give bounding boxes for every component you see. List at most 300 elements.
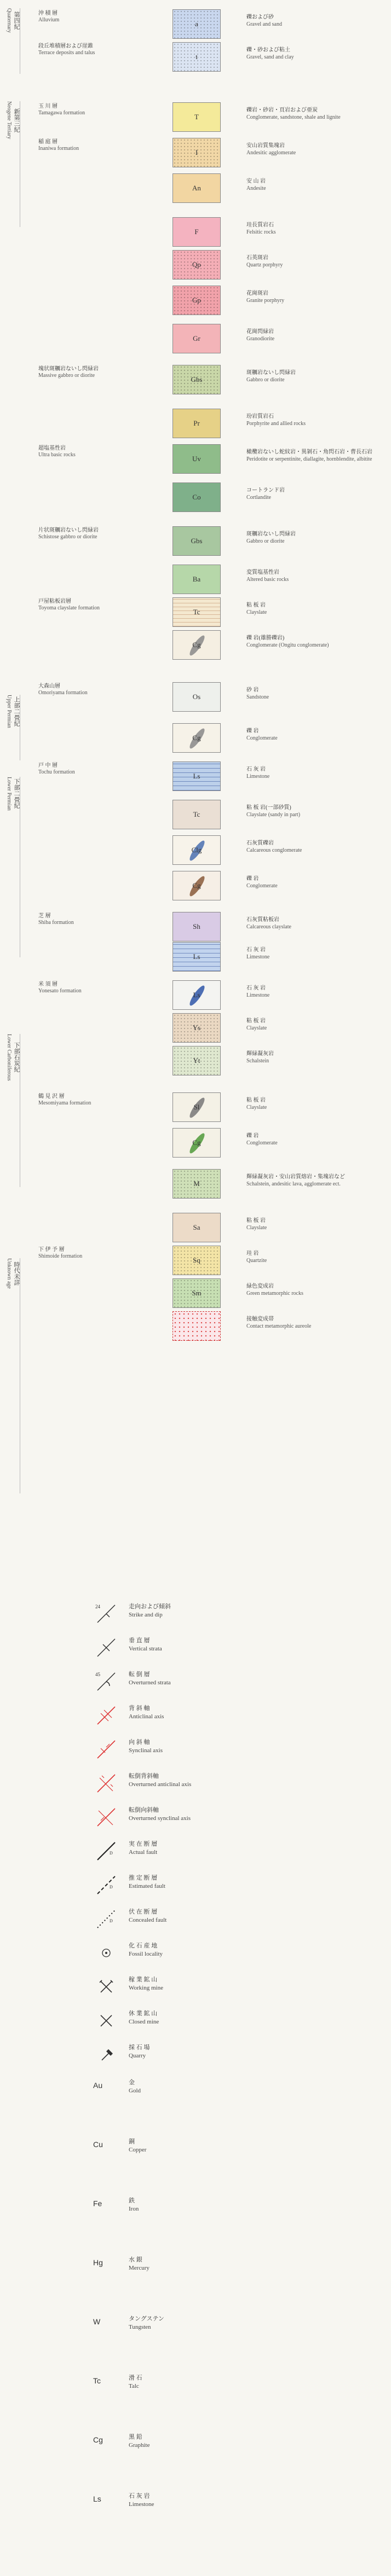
symbol-label-jp: 推 定 断 層	[129, 1875, 158, 1881]
unit-description-jp: 石灰質粘板岩	[246, 917, 279, 923]
formation-name-en: Toyoma clayslate formation	[38, 605, 100, 611]
formation-name-jp: 超塩基性岩	[38, 445, 66, 451]
closed-mine-icon	[93, 2008, 119, 2034]
legend-symbol-row	[82, 1869, 356, 1902]
unit-code: M	[193, 1179, 200, 1188]
legend-unit-row	[22, 1310, 383, 1342]
legend-unit-row	[22, 563, 383, 595]
unit-code: Tc	[193, 810, 200, 818]
unit-description-en: Porphyrite and allied rocks	[246, 421, 306, 427]
unit-color-swatch	[173, 102, 221, 132]
symbol-label	[129, 1874, 165, 1891]
unit-color-swatch	[173, 682, 221, 712]
unit-description-jp: 粘 板 岩(一部砂質)	[246, 805, 291, 811]
legend-symbol-row	[82, 1801, 356, 1834]
unit-description	[246, 635, 383, 649]
symbol-label	[129, 1637, 162, 1653]
formation-name-en: Omoriyama formation	[38, 690, 88, 696]
unit-color-swatch	[173, 1128, 221, 1158]
unit-code: Clg	[191, 846, 202, 854]
unit-description-jp: 珪 岩	[246, 1251, 259, 1257]
symbol-label	[129, 1942, 163, 1958]
legend-symbol-row	[82, 1733, 356, 1766]
symbol-label	[129, 1806, 191, 1823]
formation-name-en: Tochu formation	[38, 769, 75, 775]
legend-unit-row	[22, 1245, 383, 1276]
unit-color-swatch	[173, 1013, 221, 1043]
symbol-label-jp: 向 斜 軸	[129, 1739, 150, 1746]
unit-description-en: Andesite	[246, 185, 266, 191]
symbol-label	[129, 1671, 171, 1687]
unit-color-swatch	[173, 482, 221, 512]
era-label-jp: 時代未詳	[13, 1261, 20, 1286]
formation-name-en: Inaniwa formation	[38, 146, 79, 152]
symbol-label	[129, 1908, 166, 1924]
element-symbol: Ls	[93, 2494, 101, 2503]
unit-color-swatch	[173, 630, 221, 660]
unit-description	[246, 1316, 383, 1330]
svg-text:D: D	[110, 1885, 113, 1889]
unit-code: Uv	[192, 455, 201, 463]
legend-unit-row	[22, 8, 383, 40]
unit-description-en: Felsitic rocks	[246, 229, 276, 235]
unit-description	[246, 602, 383, 616]
element-symbol: Cg	[93, 2435, 103, 2444]
unit-description-jp: 輝緑凝灰岩・安山岩質熔岩・集塊岩など	[246, 1174, 345, 1180]
legend-unit-row	[22, 1212, 383, 1243]
legend-element-row	[82, 2310, 356, 2342]
legend-unit-row	[22, 364, 383, 396]
unit-color-swatch	[173, 138, 221, 167]
formation-name	[38, 10, 148, 24]
unit-color-swatch	[173, 9, 221, 39]
unit-description-jp: 橄欖岩ないし蛇紋岩・異剝石・角閃石岩・曹長石岩	[246, 449, 372, 455]
unit-description-en: Limestone	[246, 774, 270, 780]
formation-name-jp: 芝 層	[38, 913, 51, 919]
legend-unit-row	[22, 870, 383, 902]
unit-description-jp: 石 灰 岩	[246, 947, 266, 953]
unit-color-swatch	[173, 1046, 221, 1075]
symbol-label-jp: 走向および傾斜	[129, 1603, 171, 1610]
unit-description-en: Conglomerate	[246, 883, 278, 889]
era-label-en: Lower Carboniferous	[6, 1034, 12, 1081]
era-label-jp: 下部二畳紀	[13, 778, 20, 809]
unit-description-jp: 玢岩質岩石	[246, 414, 274, 420]
unit-code: Qp	[192, 260, 201, 269]
unit-description-jp: 石英斑岩	[246, 255, 268, 261]
legend-element-row	[82, 2191, 356, 2224]
symbol-label	[129, 1705, 164, 1721]
formation-name	[38, 913, 148, 926]
unit-description-jp: 珪長質岩石	[246, 222, 274, 228]
legend-symbol-row	[82, 1631, 356, 1664]
unit-color-swatch	[173, 324, 221, 353]
element-symbol: Cu	[93, 2140, 103, 2149]
unit-description-en: Gravel, sand and clay	[246, 54, 294, 60]
unit-description-en: Sandstone	[246, 694, 269, 700]
legend-unit-row	[22, 722, 383, 754]
legend-symbol-row	[82, 1903, 356, 1935]
element-label-en: Iron	[129, 2206, 139, 2212]
unit-color-swatch	[173, 980, 221, 1010]
svg-text:D: D	[110, 1851, 113, 1856]
formation-name-jp: 塊状斑糲岩ないし閃緑岩	[38, 366, 99, 372]
unit-code: T	[194, 113, 199, 121]
legend-unit-row	[22, 911, 383, 943]
legend-unit-row	[22, 408, 383, 439]
element-label	[129, 2256, 150, 2272]
unit-description-jp: 礫 岩	[246, 1133, 259, 1139]
unit-description	[246, 369, 383, 383]
unit-code: F	[194, 228, 199, 236]
element-label	[129, 2138, 146, 2154]
legend-unit-row	[22, 249, 383, 281]
unit-description-jp: 安山岩質集塊岩	[246, 143, 285, 149]
symbol-label-en: Actual fault	[129, 1849, 158, 1856]
unit-description	[246, 1283, 383, 1297]
element-label-en: Gold	[129, 2087, 141, 2094]
legend-symbol-row	[82, 1767, 356, 1800]
symbol-label-jp: 垂 直 層	[129, 1637, 150, 1644]
legend-symbol-row	[82, 2038, 356, 2071]
formation-name	[38, 527, 148, 540]
unit-description-jp: 礫 岩(雄勝礫岩)	[246, 635, 285, 641]
unit-description	[246, 1217, 383, 1231]
element-label	[129, 2315, 164, 2331]
formation-name-jp: 鶴 見 沢 層	[38, 1094, 65, 1100]
legend-element-row	[82, 2369, 356, 2401]
element-label-en: Graphite	[129, 2442, 150, 2449]
unit-description-en: Clayslate	[246, 609, 267, 615]
unit-description-jp: 粘 板 岩	[246, 602, 266, 608]
element-label	[129, 2374, 142, 2391]
formation-name-en: Mesomiyama formation	[38, 1100, 91, 1106]
quarry-icon	[93, 2042, 119, 2068]
element-label-jp: 石 灰 岩	[129, 2493, 150, 2499]
unit-description-en: Conglomerate (Ongitu conglomerate)	[246, 642, 329, 648]
legend-unit-row	[22, 760, 383, 792]
unit-description-jp: 礫 岩	[246, 728, 259, 734]
unit-code: Gbs	[191, 375, 203, 383]
formation-name	[38, 763, 148, 776]
legend-unit-row	[22, 137, 383, 168]
symbol-label-en: Overturned anticlinal axis	[129, 1781, 192, 1788]
unit-description-en: Gabbro or diorite	[246, 538, 285, 544]
element-label-jp: 水 銀	[129, 2257, 142, 2263]
unit-description-en: Clayslate	[246, 1025, 267, 1031]
unit-description-jp: 石 灰 岩	[246, 985, 266, 991]
unit-description	[246, 142, 383, 156]
legend-element-row	[82, 2487, 356, 2520]
symbol-label-en: Synclinal axis	[129, 1747, 163, 1754]
legend-symbol-row	[82, 1699, 356, 1732]
unit-color-swatch	[173, 597, 221, 627]
unit-description-jp: 礫岩・砂岩・頁岩および亜炭	[246, 107, 318, 113]
unit-description-jp: 礫・砂および粘土	[246, 47, 290, 53]
legend-symbol-row	[82, 1937, 356, 1969]
element-label	[129, 2079, 141, 2095]
unit-description-jp: 安 山 岩	[246, 178, 266, 184]
fossil-locality-icon	[93, 1940, 119, 1966]
element-label	[129, 2433, 150, 2450]
era-label-jp: 新第三紀	[13, 108, 20, 132]
legend-symbol-row	[82, 1970, 356, 2003]
legend-element-row	[82, 2073, 356, 2106]
symbol-label	[129, 2010, 159, 2026]
unit-color-swatch	[173, 286, 221, 315]
legend-element-row	[82, 2428, 356, 2461]
unit-color-swatch	[173, 871, 221, 900]
unit-description	[246, 946, 383, 961]
concealed-fault-icon	[93, 1906, 119, 1932]
legend-unit-row	[22, 629, 383, 661]
unit-description-jp: 花崗斑岩	[246, 290, 268, 296]
actual-fault-icon	[93, 1838, 119, 1864]
formation-name	[38, 103, 148, 117]
unit-description-jp: 粘 板 岩	[246, 1097, 266, 1103]
strike-dip-icon	[93, 1601, 119, 1627]
unit-color-swatch	[173, 250, 221, 280]
formation-name-en: Alluvium	[38, 17, 60, 23]
era-label-en: Quaternary	[6, 8, 12, 33]
symbol-label-en: Estimated fault	[129, 1883, 165, 1889]
formation-name-jp: 沖 積 層	[38, 10, 58, 16]
unit-code: Gp	[192, 296, 201, 304]
legend-unit-row	[22, 1012, 383, 1044]
element-label	[129, 2492, 154, 2509]
unit-color-swatch	[173, 1246, 221, 1275]
unit-description-jp: 接触変成帯	[246, 1316, 274, 1322]
unit-code: Cg	[192, 641, 201, 649]
unit-description-en: Calcareous clayslate	[246, 924, 291, 930]
unit-description-en: Contact metamorphic aureole	[246, 1323, 312, 1329]
unit-code: Sq	[193, 1256, 200, 1264]
formation-name-en: Schistose gabbro or diorite	[38, 534, 97, 540]
unit-description	[246, 804, 383, 818]
overturned-anticlinal-axis-icon	[93, 1770, 119, 1796]
unit-description-en: Calcareous conglomerate	[246, 847, 302, 853]
element-label-en: Limestone	[129, 2501, 154, 2508]
element-label-jp: 鉄	[129, 2197, 135, 2204]
symbol-label	[129, 1772, 191, 1789]
formation-name-jp: 戸 中 層	[38, 763, 58, 769]
formation-name-jp: 米 須 層	[38, 981, 58, 987]
unit-description	[246, 728, 383, 742]
unit-color-swatch	[173, 800, 221, 829]
legend-unit-row	[22, 1091, 383, 1123]
unit-color-swatch	[173, 912, 221, 941]
element-symbol: W	[93, 2317, 101, 2326]
legend-symbol-row	[82, 2004, 356, 2037]
element-label-en: Copper	[129, 2147, 147, 2153]
unit-code: Gbs	[191, 537, 203, 545]
legend-unit-row	[22, 1127, 383, 1159]
unit-description-jp: 石灰質礫岩	[246, 840, 274, 846]
symbol-label	[129, 1840, 157, 1857]
formation-name-en: Yonesato formation	[38, 988, 82, 994]
unit-color-swatch	[173, 217, 221, 247]
unit-description-en: Limestone	[246, 992, 270, 998]
symbol-label-jp: 採 石 場	[129, 2044, 150, 2051]
formation-name-en: Shimoide formation	[38, 1253, 83, 1259]
unit-color-swatch	[173, 42, 221, 72]
formation-name-jp: 下 伊 予 層	[38, 1247, 65, 1253]
era-lower-permian	[5, 777, 20, 957]
unit-description-jp: 花崗閃緑岩	[246, 329, 274, 335]
unit-description-en: Cortlandite	[246, 495, 271, 501]
unit-description-en: Andesitic agglomerate	[246, 150, 296, 156]
unit-description-en: Altered basic rocks	[246, 577, 289, 583]
unit-description-en: Limestone	[246, 954, 270, 960]
unit-description-en: Conglomerate	[246, 735, 278, 741]
unit-description-en: Peridotite or serpentinite, diallagite, hornblendite, albitite	[246, 456, 372, 462]
unit-code: Pr	[193, 419, 200, 427]
unit-description-en: Gravel and sand	[246, 21, 282, 27]
formation-name	[38, 366, 148, 379]
formation-name-jp: 玉 川 層	[38, 103, 58, 109]
era-label-en: Upper Permian	[6, 695, 12, 728]
unit-code: t	[196, 53, 198, 61]
symbol-label-en: Strike and dip	[129, 1612, 163, 1618]
symbol-label-en: Overturned synclinal axis	[129, 1815, 191, 1822]
formation-name-jp: 大森山層	[38, 683, 60, 689]
unit-color-swatch	[173, 1169, 221, 1199]
formation-name	[38, 139, 148, 152]
era-quaternary	[5, 8, 20, 74]
unit-code: Sh	[193, 922, 200, 931]
symbol-label	[129, 1738, 163, 1755]
unit-color-swatch	[173, 173, 221, 203]
unit-code: Ls	[193, 991, 200, 999]
unit-description	[246, 531, 383, 545]
formation-name-en: Ultra basic rocks	[38, 452, 76, 458]
unit-description-en: Clayslate	[246, 1104, 267, 1110]
formation-name-jp: 段丘堆積層および崖錐	[38, 43, 93, 49]
formation-name	[38, 598, 148, 612]
element-label-jp: 黒 鉛	[129, 2434, 142, 2440]
unit-description	[246, 14, 383, 28]
legend-element-row	[82, 2132, 356, 2165]
legend-unit-row	[22, 834, 383, 866]
unit-color-swatch	[173, 1278, 221, 1308]
element-label-jp: 銅	[129, 2138, 135, 2145]
formation-name	[38, 1094, 148, 1107]
symbol-label-en: Overturned strata	[129, 1679, 171, 1686]
symbol-label-jp: 伏 在 断 層	[129, 1909, 158, 1915]
unit-description-en: Green metamorphic rocks	[246, 1290, 303, 1296]
formation-name	[38, 683, 148, 696]
unit-description-en: Quartzite	[246, 1258, 267, 1264]
unit-color-swatch	[173, 526, 221, 556]
symbol-label-jp: 実 在 断 層	[129, 1841, 158, 1847]
formation-name-en: Tamagawa formation	[38, 110, 85, 116]
symbol-label-jp: 稼 業 鉱 山	[129, 1976, 158, 1983]
unit-description-en: Granite porphyry	[246, 298, 285, 304]
overturned-strata-icon	[93, 1668, 119, 1695]
unit-description-jp: 石 灰 岩	[246, 766, 266, 772]
legend-element-row	[82, 2251, 356, 2283]
unit-description-en: Conglomerate	[246, 1140, 278, 1146]
symbol-label	[129, 1603, 171, 1619]
legend-unit-row	[22, 41, 383, 73]
era-label-jp: 第四紀	[13, 11, 20, 30]
unit-description-jp: 変質塩基性岩	[246, 569, 279, 575]
unit-code: Ls	[193, 772, 200, 780]
unit-code: Ls	[193, 952, 200, 961]
unit-description-en: Conglomerate, sandstone, shale and lignite	[246, 114, 341, 120]
unit-code: I	[195, 148, 198, 156]
unit-code: Gr	[193, 334, 200, 342]
legend-unit-row	[22, 216, 383, 248]
legend-unit-row	[22, 979, 383, 1011]
unit-description	[246, 178, 383, 192]
formation-name-jp: 稲 庭 層	[38, 139, 58, 145]
overturned-synclinal-axis-icon	[93, 1804, 119, 1830]
era-label-jp: 上部二畳紀	[13, 696, 20, 726]
unit-code: Cg	[192, 881, 201, 889]
symbol-label-en: Closed mine	[129, 2019, 159, 2025]
legend-unit-row	[22, 284, 383, 316]
era-label-en: Neogene Tertiary	[6, 101, 12, 139]
era-upper-permian	[5, 695, 20, 760]
symbol-label-jp: 転 倒 層	[129, 1671, 150, 1678]
unit-description	[246, 413, 383, 427]
unit-description-jp: 輝緑凝灰岩	[246, 1051, 274, 1057]
symbol-label-en: Quarry	[129, 2052, 146, 2059]
unit-description-jp: 礫 岩	[246, 876, 259, 882]
formation-name-en: Terrace deposits and talus	[38, 50, 95, 56]
legend-unit-row	[22, 596, 383, 628]
element-label-en: Tungsten	[129, 2324, 151, 2330]
unit-description-jp: 緑色変成岩	[246, 1283, 274, 1289]
era-label-en: Unknown age	[6, 1258, 12, 1289]
formation-name	[38, 445, 148, 458]
unit-description	[246, 222, 383, 236]
unit-description	[246, 840, 383, 854]
unit-description-en: Gabbro or diorite	[246, 377, 285, 383]
unit-description	[246, 875, 383, 889]
unit-description	[246, 46, 383, 61]
era-label-en: Lower Permian	[6, 777, 12, 811]
unit-description	[246, 1250, 383, 1264]
vertical-strata-icon	[93, 1635, 119, 1661]
unit-code: Sm	[192, 1289, 202, 1297]
symbol-label-jp: 転倒背斜軸	[129, 1773, 159, 1780]
unit-color-swatch	[173, 835, 221, 865]
element-label-en: Mercury	[129, 2265, 150, 2271]
era-unknown-age	[5, 1258, 20, 1493]
unit-description-en: Schalstein, andesitic lava, agglomerate ect.	[246, 1181, 341, 1187]
svg-text:24: 24	[95, 1604, 100, 1609]
era-neogene	[5, 101, 20, 227]
unit-description	[246, 1097, 383, 1111]
symbol-label	[129, 1976, 163, 1992]
working-mine-icon	[93, 1974, 119, 2000]
unit-description-en: Clayslate	[246, 1225, 267, 1231]
unit-code: Co	[192, 493, 201, 501]
unit-description	[246, 107, 383, 121]
symbol-label-en: Anticlinal axis	[129, 1713, 164, 1720]
unit-description	[246, 328, 383, 342]
unit-description-jp: 粘 板 岩	[246, 1018, 266, 1024]
unit-description-en: Schalstein	[246, 1058, 269, 1064]
symbol-label-en: Concealed fault	[129, 1917, 167, 1923]
unit-description-jp: コートランド岩	[246, 487, 285, 493]
legend-unit-row	[22, 481, 383, 513]
element-label-jp: 金	[129, 2079, 135, 2086]
unit-description	[246, 1050, 383, 1065]
unit-description-en: Quartz porphyry	[246, 262, 283, 268]
